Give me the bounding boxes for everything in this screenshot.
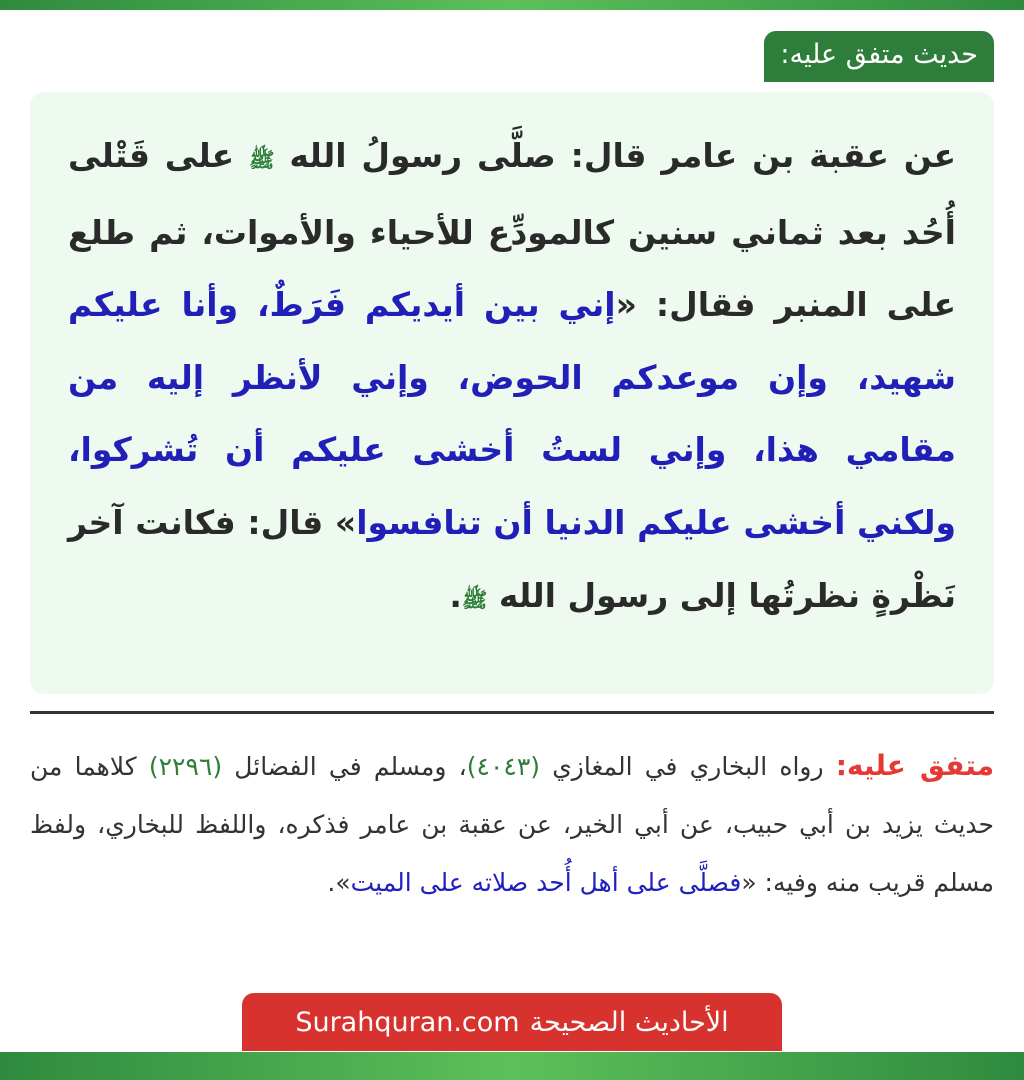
takhrij-ref-bukhari: (٤٠٤٣) [466, 752, 541, 781]
takhrij-ref-muslim: (٢٢٩٦) [148, 752, 223, 781]
section-divider [30, 711, 994, 714]
takhrij-paragraph [30, 737, 994, 912]
takhrij-quote: فصلَّى على أهل أُحد صلاته على الميت [350, 868, 742, 897]
collection-title: الأحاديث الصحيحة [529, 1006, 729, 1038]
site-badge[interactable] [242, 993, 782, 1051]
hadith-narration-2: على قَتْلى أُحُد بعد ثماني سنين كالمودِّع للأحياء والأموات، ثم طلع على المنبر فقال: « [68, 136, 957, 325]
hadith-narration-3: » قال: فكانت آخر نَظْرةٍ نظرتُها إلى رسول الله [68, 502, 956, 615]
site-name: Surahquran.com [295, 1006, 520, 1038]
takhrij-text-2: ، ومسلم في الفضائل [234, 752, 467, 781]
hadith-label: حديث متفق عليه: [780, 39, 978, 70]
bottom-accent-bar [0, 1052, 1024, 1080]
salla-icon: ﷺ [249, 148, 275, 172]
takhrij-heading: متفق عليه: [835, 749, 995, 782]
takhrij-end: ». [327, 868, 351, 897]
hadith-label-tab [764, 31, 994, 82]
salla-icon: ﷺ [461, 587, 488, 612]
top-accent-bar [0, 0, 1024, 10]
hadith-prophet-quote: إني بين أيديكم فَرَطٌ، وأنا عليكم شهيد، وإن موعدكم الحوض، وإني لأنظر إليه من مقامي هذا، وإني لستُ أخشى عليكم أن تُشركوا، ولكني أخشى عليكم الدنيا أن تنافسوا [68, 285, 956, 542]
hadith-end: . [449, 575, 462, 615]
hadith-text-box [30, 92, 994, 694]
takhrij-text-3: كلاهما من حديث يزيد بن أبي حبيب، عن أبي الخير، عن عقبة بن عامر فذكره، واللفظ للبخاري، ولفظ مسلم قريب منه وفيه: « [30, 752, 994, 897]
takhrij-text-1: رواه البخاري في المغازي [552, 752, 824, 781]
hadith-narration-1: عن عقبة بن عامر قال: صلَّى رسولُ الله [289, 136, 956, 175]
